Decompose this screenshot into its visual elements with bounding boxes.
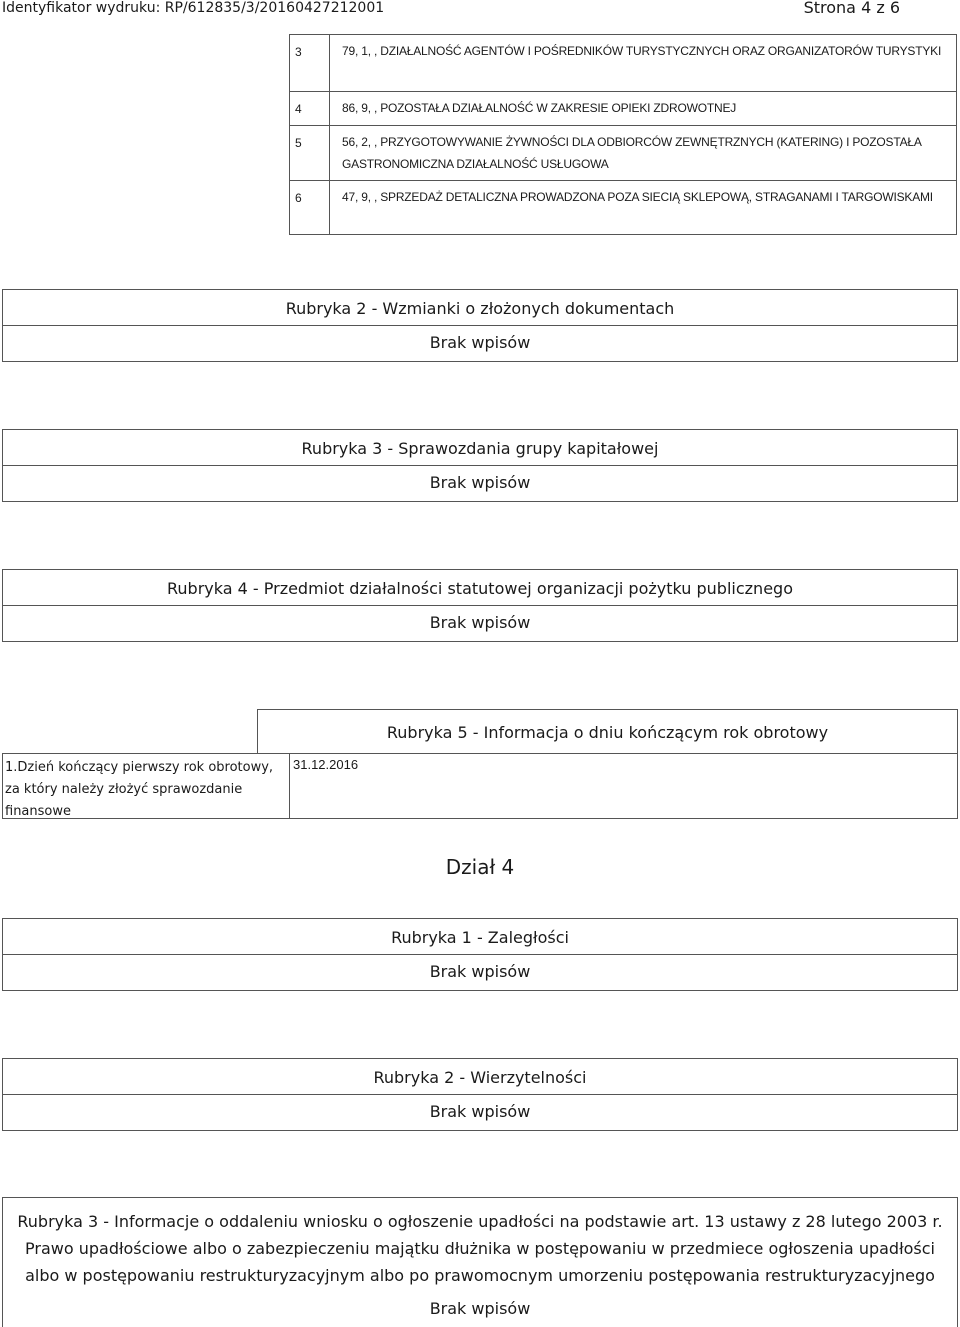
section-body: Brak wpisów: [429, 1102, 531, 1121]
row-number: 6: [290, 181, 330, 234]
table-row: [2, 753, 958, 819]
section-rubryka-3: [2, 429, 958, 502]
section-rubryka-2: [2, 289, 958, 362]
section-dzial4-rubryka-2: [2, 1058, 958, 1131]
row-number: 3: [290, 35, 330, 91]
section-body: Brak wpisów: [429, 333, 531, 352]
section-body: Brak wpisów: [429, 613, 531, 632]
activity-description: 47, 9, , SPRZEDAŻ DETALICZNA PROWADZONA POZA SIECIĄ SKLEPOWĄ, STRAGANAMI I TARGOWISKAMI: [342, 190, 933, 204]
pkd-table: [289, 34, 957, 235]
section-dzial4-rubryka-3: [2, 1197, 958, 1327]
section-rubryka-4: [2, 569, 958, 642]
section-title: Rubryka 2 - Wierzytelności: [3, 1059, 957, 1095]
divider: [289, 754, 290, 818]
section-body: Brak wpisów: [429, 1299, 531, 1318]
table-row: [290, 126, 956, 181]
table-row: [290, 92, 956, 126]
table-row: [290, 181, 956, 234]
section-title: Rubryka 5 - Informacja o dniu kończącym rok obrotowy: [257, 709, 958, 753]
field-value: 31.12.2016: [293, 757, 359, 772]
activity-description: 79, 1, , DZIAŁALNOŚĆ AGENTÓW I POŚREDNIKÓW TURYSTYCZNYCH ORAZ ORGANIZATORÓW TURYSTYKI: [342, 44, 942, 58]
section-title: Rubryka 3 - Sprawozdania grupy kapitałowej: [3, 430, 957, 466]
section-title: Rubryka 4 - Przedmiot działalności statutowej organizacji pożytku publicznego: [3, 570, 957, 606]
section-title: Rubryka 1 - Zaległości: [3, 919, 957, 955]
activity-description: 56, 2, , PRZYGOTOWYWANIE ŻYWNOŚCI DLA ODBIORCÓW ZEWNĘTRZNYCH (KATERING) I POZOSTAŁA GASTRONOMICZNA DZIAŁALNOŚĆ USŁUGOWA: [342, 135, 922, 171]
section-dzial4-rubryka-1: [2, 918, 958, 991]
table-row: [290, 35, 956, 92]
dzial-heading: Dział 4: [445, 855, 515, 879]
section-rubryka-5: [2, 709, 958, 819]
print-identifier: Identyfikator wydruku: RP/612835/3/20160427212001: [2, 0, 385, 16]
section-body: Brak wpisów: [429, 962, 531, 981]
section-body: Brak wpisów: [429, 473, 531, 492]
section-title: Rubryka 2 - Wzmianki o złożonych dokumentach: [3, 290, 957, 326]
row-number: 4: [290, 92, 330, 125]
activity-description: 86, 9, , POZOSTAŁA DZIAŁALNOŚĆ W ZAKRESIE OPIEKI ZDROWOTNEJ: [342, 101, 737, 115]
row-number: 5: [290, 126, 330, 180]
field-label: 1.Dzień kończący pierwszy rok obrotowy, za który należy złożyć sprawozdanie finansowe: [5, 760, 274, 819]
section-title: Rubryka 3 - Informacje o oddaleniu wniosku o ogłoszenie upadłości na podstawie art. 13 ustawy z 28 lutego 2003 r. Prawo upadłościowe albo o zabezpieczeniu majątku dłużnika w postępowaniu w przedmiece ogłoszenia upadłości albo w postępowaniu restrukturyzacyjnym albo po prawomocnym umorzeniu postępowania restrukturyzacyjnego: [17, 1212, 943, 1285]
page-number: Strona 4 z 6: [803, 0, 900, 17]
